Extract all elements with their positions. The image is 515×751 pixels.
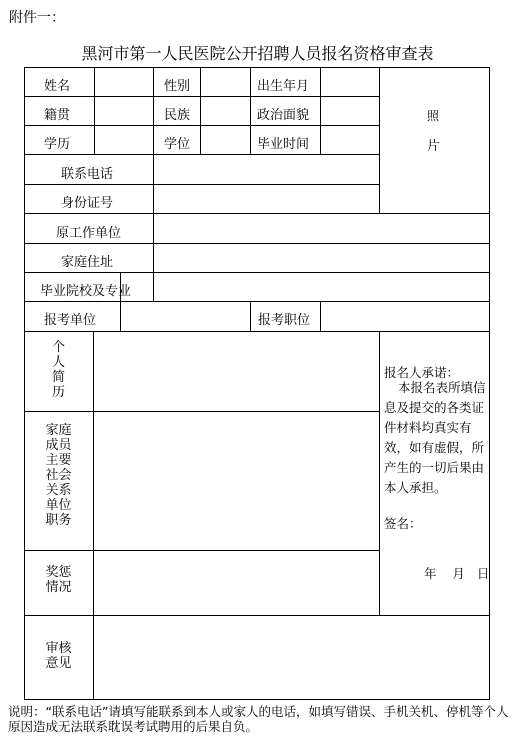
label-birth-date: 出生年月 [257,79,310,94]
pledge-heading: 报名人承诺： [384,365,460,380]
label-family-relations: 家庭 成员 主要 社会 关系 单位 职务 [45,423,72,528]
label-phone: 联系电话 [61,167,114,182]
registration-form-table [24,67,490,699]
attachment-label: 附件一： [9,10,65,26]
label-review: 审核 意见 [45,641,72,671]
pledge-date: 年 月 日 [424,566,490,581]
label-former-employer: 原工作单位 [56,226,122,241]
form-note: 说明：“联系电话”请填写能联系到本人或家人的电话，如填写错误、手机关机、停机等个人原因造成无法联系耽误考试聘用的后果自负。 [8,704,509,734]
label-ethnicity: 民族 [164,108,191,123]
photo-label-top: 照 [427,109,440,123]
pledge-body: 本报名表所填信息及提交的各类证件材料均真实有效，如有虚假，所产生的一切后果由本人承担。 [384,380,486,495]
label-native-place: 籍贯 [44,108,71,123]
label-education: 学历 [44,137,71,152]
label-graduation-time: 毕业时间 [257,137,310,152]
label-applied-unit: 报考单位 [44,313,97,328]
label-political-status: 政治面貌 [257,108,310,123]
photo-label-bottom: 片 [427,139,441,154]
label-school-major: 毕业院校及专业 [40,284,132,299]
label-degree: 学位 [164,137,191,152]
label-gender: 性别 [164,79,191,94]
label-resume: 个 人 简 历 [51,340,65,400]
label-awards: 奖惩 情况 [45,565,72,595]
form-title: 黑河市第一人民医院公开招聘人员报名资格审查表 [81,44,434,63]
label-name: 姓名 [44,79,71,94]
label-home-address: 家庭住址 [61,255,114,270]
label-id-number: 身份证号 [61,196,114,211]
label-applied-position: 报考职位 [258,313,311,328]
pledge-signature: 签名： [384,516,422,531]
